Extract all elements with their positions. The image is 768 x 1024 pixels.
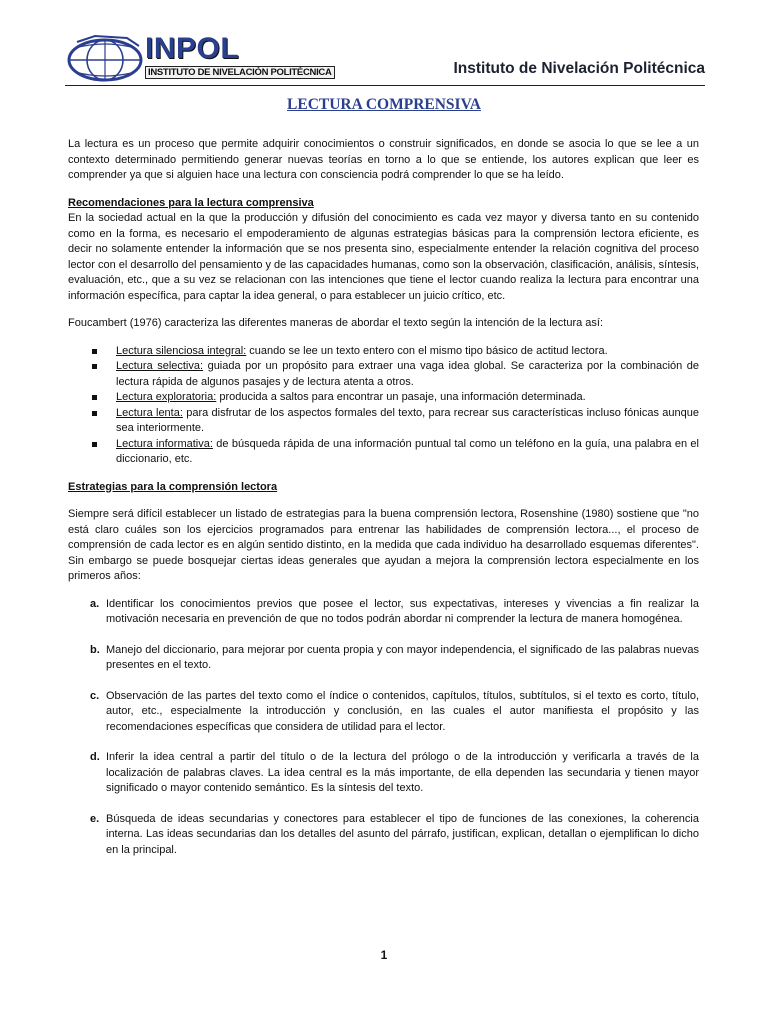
estrategias-paragraph: Siempre será difícil establecer un listado de estrategias para la buena comprensión lectora, Rosenshine (1980) sostiene que "no está claro cuáles son los ejercicios programados para entrenar las habilidades de comprensión lectora..., el proceso de comprensión de cada lector es en algún sentido distinto, en la medida que cada individuo ha desarrollado esquemas diferentes". Sin embargo se puede bosquejar ciertas ideas generales que ayudan a mejora la comprensión lectora especialmente en los primeros años: xyxy=(68,508,699,582)
section-heading-estrategias: Estrategias para la comprensión lectora xyxy=(68,480,278,493)
list-item xyxy=(90,597,699,628)
reading-type-text: cuando se lee un texto entero con el mismo tipo básico de actitud lectora. xyxy=(246,344,608,357)
reading-type-text: de búsqueda rápida de una información puntual tal como un teléfono en la guía, una palabra en el diccionario, etc. xyxy=(116,437,699,465)
list-item xyxy=(116,437,699,468)
section-heading-recomendaciones: Recomendaciones para la lectura comprensiva xyxy=(68,196,314,209)
list-item xyxy=(90,750,699,797)
inpol-logo xyxy=(65,30,332,82)
reading-type-term: Lectura silenciosa integral: xyxy=(116,344,247,357)
header-divider xyxy=(65,85,705,86)
list-item xyxy=(116,406,699,437)
page-number: 1 xyxy=(380,948,388,962)
foucambert-paragraph: Foucambert (1976) caracteriza las diferentes maneras de abordar el texto según la intención de la lectura así: xyxy=(68,317,604,329)
logo-subtitle: INSTITUTO DE NIVELACIÓN POLITÉCNICA xyxy=(145,66,335,79)
globe-logo-icon xyxy=(65,34,147,82)
list-marker: c. xyxy=(90,689,100,702)
strategy-text: Inferir la idea central a partir del título o de la lectura del prólogo o de la introducción y verificarla a través de la localización de palabras claves. La idea central es la más importante, de ella dependen las secundaria y tienen mayor significado o mayor contenido semántico. Es la síntesis del texto. xyxy=(106,751,699,794)
document-title: LECTURA COMPRENSIVA xyxy=(287,96,481,113)
strategies-list xyxy=(68,597,699,859)
list-marker: a. xyxy=(90,597,100,610)
list-marker: e. xyxy=(90,812,100,825)
list-item xyxy=(90,689,699,736)
reading-type-text: para disfrutar de los aspectos formales del texto, para recrear sus características incluso fónicas aunque sea interiormente. xyxy=(116,406,699,434)
intro-paragraph: La lectura es un proceso que permite adquirir conocimientos o construir significados, en donde se asocia lo que se lee a un contexto determinado permitiendo generar nuevas teorías en torno a lo que se entiende, los autores explican que leer es comprender ya que si alguien hace una lectura con consciencia podrá comprender lo que se ha leído. xyxy=(68,138,699,181)
institution-name: Instituto de Nivelación Politécnica xyxy=(453,60,705,77)
list-item xyxy=(116,390,699,406)
strategy-text: Manejo del diccionario, para mejorar por cuenta propia y con mayor independencia, el significado de las palabras nuevas presentes en el texto. xyxy=(106,643,699,671)
strategy-text: Identificar los conocimientos previos que posee el lector, sus expectativas, intereses y vivencias a fin realizar la motivación necesaria en prevención de que no todos podrán abordar ni comprender la lectura de manera homogénea. xyxy=(106,597,699,625)
strategy-text: Búsqueda de ideas secundarias y conectores para establecer el tipo de funciones de las conexiones, la coherencia interna. Las ideas secundarias dan los detalles del asunto del párrafo, justifican, explican, detallan o ejemplifican lo dicho en la principal. xyxy=(106,812,699,856)
list-item xyxy=(90,643,699,674)
page-header xyxy=(65,30,705,90)
reading-types-list xyxy=(68,344,699,468)
strategy-text: Observación de las partes del texto como el índice o contenidos, capítulos, títulos, subtítulos, si el texto es corto, título, autor, etc., especialmente la introducción y conclusión, en las cuales el autor manifiesta el propósito y las recomendaciones específicas que considera de utilidad para el lector. xyxy=(106,689,699,733)
document-body xyxy=(68,137,699,873)
reading-type-term: Lectura lenta: xyxy=(116,406,183,419)
reading-type-term: Lectura exploratoria: xyxy=(116,391,217,403)
reading-type-term: Lectura informativa: xyxy=(116,437,213,450)
logo-name: INPOL xyxy=(145,32,240,65)
reading-type-text: guiada por un propósito para extraer una vaga idea global. Se caracteriza por la combinación de lectura rápida de algunos pasajes y de lectura atenta a otros. xyxy=(116,360,699,388)
reading-type-text: producida a saltos para encontrar un pasaje, una información determinada. xyxy=(216,391,586,403)
list-marker: b. xyxy=(90,643,100,656)
list-item xyxy=(116,344,699,360)
recomendaciones-paragraph: En la sociedad actual en la que la producción y difusión del conocimiento es cada vez mayor y diversa tanto en su contenido como en la forma, es necesario el empoderamiento de algunas estrategias básicas para la comprensión lectora eficiente, es decir no solamente entender la información que se nos presenta sino, especialmente entender la relación cognitiva del proceso lector con el desarrollo del pensamiento y de las capacidades humanas, como son la observación, clasificación, análisis, síntesis, evaluación, etc., que a su vez se relacionan con las intenciones que tiene el lector cuando realiza la lectura para encontrar una información específica, para captar la idea general, o para establecer un juicio crítico, etc. xyxy=(68,212,700,302)
list-item xyxy=(90,812,699,859)
reading-type-term: Lectura selectiva: xyxy=(116,360,204,372)
list-item xyxy=(116,359,699,390)
list-marker: d. xyxy=(90,751,100,763)
